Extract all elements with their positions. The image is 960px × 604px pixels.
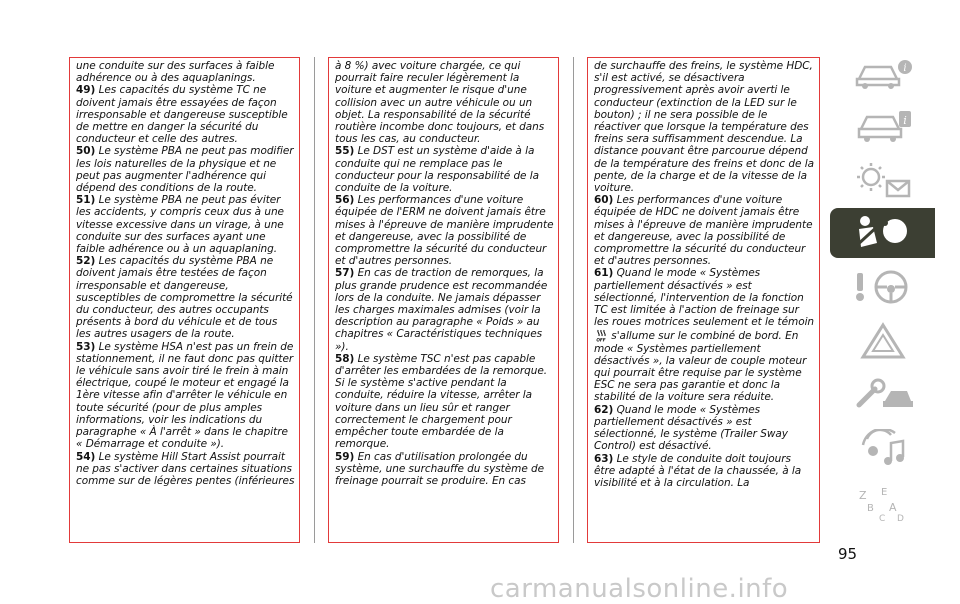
note-number: 54) (76, 450, 96, 463)
paragraph: 58) Le système TSC n'est pas capable d'arrêter les embardées de la remorque. Si le système s'active pendant la conduite, réduire la vitesse, arrêter la voiture dans un lieu sûr et ranger correctement le chargement pour empêcher toute embardée de la remorque. (335, 352, 548, 451)
paragraph: 52) Les capacités du système PBA ne doivent jamais être testées de façon irresponsable et dangereuse, susceptibles de compromettre la sécurité du conducteur, des autres occupants présents à bord du véhicule et de tous les autres usagers de la route. (76, 255, 293, 341)
car-info-icon (851, 107, 915, 147)
paragraph: 61) Quand le mode « Systèmes partiellement désactivés » est sélectionné, l'intervention de la fonction TC est limitée à l'action de freinage sur les roues motrices seulement et le témoin OFF s'allume sur le combiné de bord. En mode « Systèmes partiellement désactivés », la valeur de couple moteur qui pourrait être requise par le système ESC ne sera pas garantie et donc la stabilité de la voiture sera réduite. (594, 267, 815, 404)
chapter-tab-multimedia[interactable] (830, 424, 935, 474)
chapter-tab-safety[interactable] (830, 208, 935, 258)
safety-airbag-icon (851, 213, 915, 253)
paragraph: 59) En cas d'utilisation prolongée du système, une surchauffe du système de freinage pourrait se produire. En cas (335, 450, 545, 487)
paragraph: une conduite sur des surfaces à faible adhérence ou à des aquaplanings. (76, 60, 275, 85)
text-column-2 (328, 57, 559, 543)
svg-text:B: B (866, 503, 874, 514)
start-driving-steering-icon (851, 267, 915, 307)
column-divider (573, 57, 574, 543)
paragraph: 53) Le système HSA n'est pas un frein de stationnement, il ne faut donc pas quitter le véhicule sans avoir tiré le frein à main électrique, coupé le moteur et engagé la 1ère vitesse afin d'arrêter le véhicule en toute sécurité (pour de plus amples informations, voir les indications du paragraphe « À l'arrêt » dans le chapitre « Démarrage et conduite »). (76, 340, 294, 451)
maintenance-wrench-car-icon (851, 375, 915, 415)
paragraph: 55) Le DST est un système d'aide à la conduite qui ne remplace pas le conducteur pour la responsabilité de la conduite de la voiture. (335, 145, 540, 195)
esc-off-warning-icon (594, 328, 608, 342)
emergency-triangle-icon (851, 321, 915, 361)
note-number: 57) (335, 267, 355, 280)
watermark: carmanualsonline.info (490, 574, 789, 604)
chapter-tab-warning-lights[interactable] (830, 156, 935, 206)
note-number: 53) (76, 340, 96, 353)
note-number: 58) (335, 352, 355, 365)
chapter-tab-start-driving[interactable] (830, 262, 935, 312)
paragraph: 63) Le style de conduite doit toujours être adapté à l'état de la chaussée, à la visibilité et à la circulation. La (594, 452, 802, 489)
paragraph: 51) Le système PBA ne peut pas éviter les accidents, y compris ceux dus à une vitesse excessive dans un virage, à une conduite sur des surfaces ayant une faible adhérence ou à un aquaplaning. (76, 194, 284, 256)
note-number: 62) (594, 403, 614, 416)
note-number: 60) (594, 194, 614, 207)
chapter-tab-index[interactable] (830, 478, 935, 528)
svg-text:i: i (902, 63, 907, 74)
chapter-tab-emergency[interactable] (830, 316, 935, 366)
paragraph: à 8 %) avec voiture chargée, ce qui pourrait faire reculer légèrement la voiture et augmenter le risque d'une collision avec un autre véhicule ou un objet. La responsabilité de la sécurité routière incombe donc toujours, et dans tous les cas, au conducteur. (335, 60, 545, 146)
text-column-3 (587, 57, 820, 543)
svg-text:Z: Z (858, 489, 867, 502)
note-number: 50) (76, 145, 96, 158)
svg-text:E: E (880, 487, 887, 498)
note-number: 55) (335, 145, 355, 158)
text-column-1 (69, 57, 300, 543)
paragraph: de surchauffe des freins, le système HDC, s'il est activé, se désactivera progressivement après avoir averti le conducteur (extinction de la LED sur le bouton) ; il ne sera possible de le réactiver que lorsque la température des freins sera suffisamment descendue. La distance pouvant être parcourue dépend de la température des freins et donc de la pente, de la charge et de la vitesse de la voiture. (594, 60, 814, 195)
note-number: 61) (594, 267, 614, 280)
warning-lights-message-icon (851, 161, 915, 201)
column-divider (314, 57, 315, 543)
paragraph: 62) Quand le mode « Systèmes partiellement désactivés » est sélectionné, le système (Trailer Sway Control) est désactivé. (594, 403, 788, 453)
svg-text:i: i (902, 114, 907, 127)
index-alphabet-icon (851, 483, 915, 523)
note-number: 52) (76, 255, 96, 268)
note-number: 51) (76, 194, 96, 207)
paragraph: 56) Les performances d'une voiture équipée de l'ERM ne doivent jamais être mises à l'épreuve de manière imprudente et dangereuse, avec la possibilité de compromettre la sécurité du conducteur et d'autres personnes. (335, 194, 554, 268)
note-number: 49) (76, 84, 96, 97)
page-number: 95 (838, 545, 858, 563)
chapter-tab-dashboard[interactable] (830, 48, 935, 98)
svg-text:C: C (878, 514, 885, 523)
note-number: 56) (335, 194, 355, 207)
car-dashboard-info-icon (851, 53, 915, 93)
chapter-tab-maintenance[interactable] (830, 370, 935, 420)
note-number: 59) (335, 450, 355, 463)
svg-text:A: A (888, 501, 897, 514)
chapter-tab-car-info[interactable] (830, 102, 935, 152)
paragraph: 49) Les capacités du système TC ne doivent jamais être essayées de façon irresponsable et dangereuse susceptible de mettre en danger la sécurité du conducteur et celle des autres. (76, 84, 288, 146)
paragraph: 50) Le système PBA ne peut pas modifier les lois naturelles de la physique et ne peut pas augmenter l'adhérence qui dépend des conditions de la route. (76, 145, 294, 195)
paragraph: 60) Les performances d'une voiture équipée de HDC ne doivent jamais être mises à l'épreuve de manière imprudente et dangereuse, avec la possibilité de compromettre la sécurité du conducteur et d'autres personnes. (594, 194, 813, 268)
paragraph: 54) Le système Hill Start Assist pourrait ne pas s'activer dans certaines situations comme sur de légères pentes (inférieures (76, 450, 295, 487)
note-number: 63) (594, 452, 614, 465)
svg-text:OFF: OFF (596, 337, 606, 343)
multimedia-music-icon (851, 429, 915, 469)
svg-text:D: D (896, 514, 904, 523)
paragraph: 57) En cas de traction de remorques, la plus grande prudence est recommandée lors de la conduite. Ne jamais dépasser les charges maximales admises (voir la description au paragraphe « Poids » au chapitres « Caractéristiques techniques »). (335, 267, 548, 353)
